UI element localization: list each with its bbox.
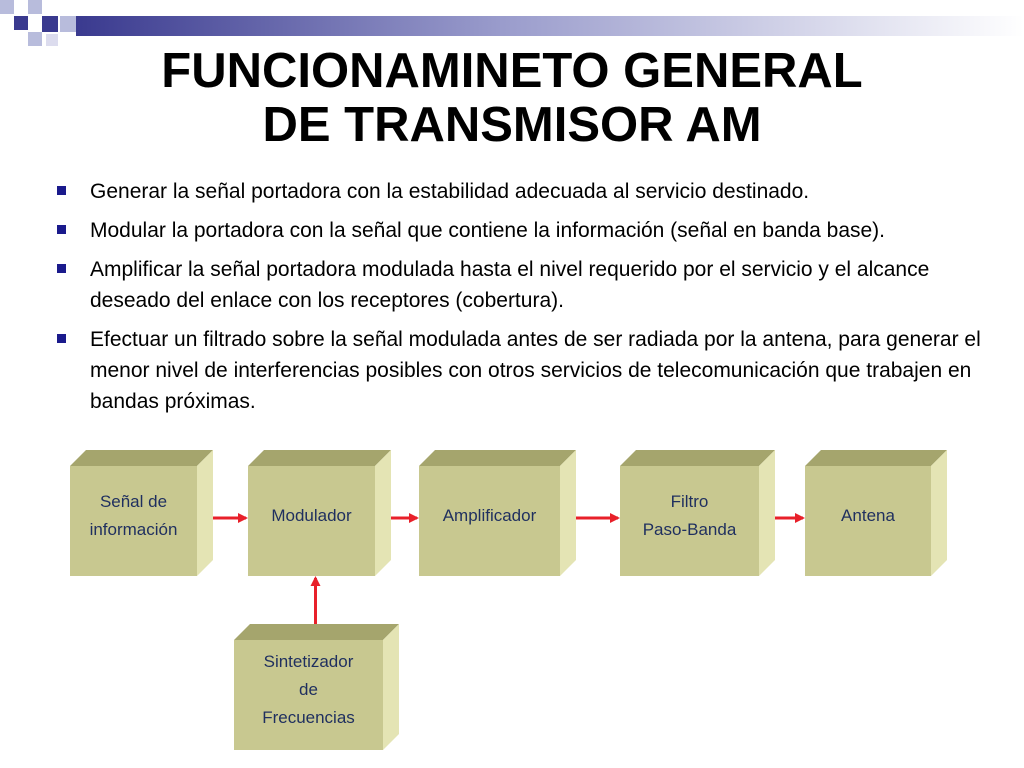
bullet-item xyxy=(56,324,986,417)
square-bullet-icon xyxy=(57,264,66,273)
slide-title xyxy=(0,44,1024,152)
block-side xyxy=(375,450,391,576)
bullet-text: Modular la portadora con la señal que contiene la información (señal en banda base). xyxy=(90,219,886,242)
bullet-text: Generar la señal portadora con la estabilidad adecuada al servicio destinado. xyxy=(90,180,810,203)
block-label: Sintetizador xyxy=(263,652,354,671)
block-side xyxy=(197,450,213,576)
corner-decoration xyxy=(0,0,1024,50)
deco-square xyxy=(28,0,42,14)
block-sintetizador-de-frecuencias xyxy=(234,624,399,750)
block-top xyxy=(248,450,391,466)
block-label: información xyxy=(89,520,178,539)
deco-square xyxy=(60,16,76,32)
block-side xyxy=(560,450,576,576)
square-bullet-icon xyxy=(57,186,66,195)
bullet-list xyxy=(56,176,986,425)
block-label: Filtro xyxy=(670,492,709,511)
block-label: Frecuencias xyxy=(262,708,355,727)
block-diagram xyxy=(0,440,1024,768)
block-label: Modulador xyxy=(271,506,352,525)
block-top xyxy=(419,450,576,466)
header-band xyxy=(76,16,1024,36)
title-line-2: DE TRANSMISOR AM xyxy=(262,98,762,152)
bullet-item xyxy=(56,176,986,207)
block-side xyxy=(759,450,775,576)
block-antena xyxy=(805,450,947,576)
bullet-text: Efectuar un filtrado sobre la señal modulada antes de ser radiada por la antena, para generar el menor nivel de interferencias posibles con otros servicios de telecomunicación que trabajen en bandas próximas. xyxy=(90,328,981,413)
deco-square xyxy=(14,16,28,30)
block-side xyxy=(931,450,947,576)
title-line-1: FUNCIONAMINETO GENERAL xyxy=(161,44,863,98)
bullet-text: Amplificar la señal portadora modulada hasta el nivel requerido por el servicio y el alcance deseado del enlace con los receptores (cobertura). xyxy=(90,258,930,312)
block-modulador xyxy=(248,450,391,576)
block-label: Paso-Banda xyxy=(642,520,737,539)
block-top xyxy=(805,450,947,466)
block-top xyxy=(234,624,399,640)
block-label: de xyxy=(299,680,318,699)
block-filtro-paso-banda xyxy=(620,450,775,576)
blocks-layer xyxy=(70,450,947,750)
block-amplificador xyxy=(419,450,576,576)
block-label: Señal de xyxy=(99,492,168,511)
square-bullet-icon xyxy=(57,334,66,343)
deco-square xyxy=(0,16,14,30)
deco-square xyxy=(0,0,14,14)
bullet-item xyxy=(56,254,986,316)
deco-square xyxy=(42,0,56,14)
bullet-item xyxy=(56,215,986,246)
square-bullet-icon xyxy=(57,225,66,234)
block-senal-de-informacion xyxy=(70,450,213,576)
block-side xyxy=(383,624,399,750)
block-label: Antena xyxy=(841,506,895,525)
block-top xyxy=(620,450,775,466)
block-top xyxy=(70,450,213,466)
deco-square xyxy=(42,16,58,32)
block-label: Amplificador xyxy=(442,506,537,525)
deco-square xyxy=(14,0,28,14)
